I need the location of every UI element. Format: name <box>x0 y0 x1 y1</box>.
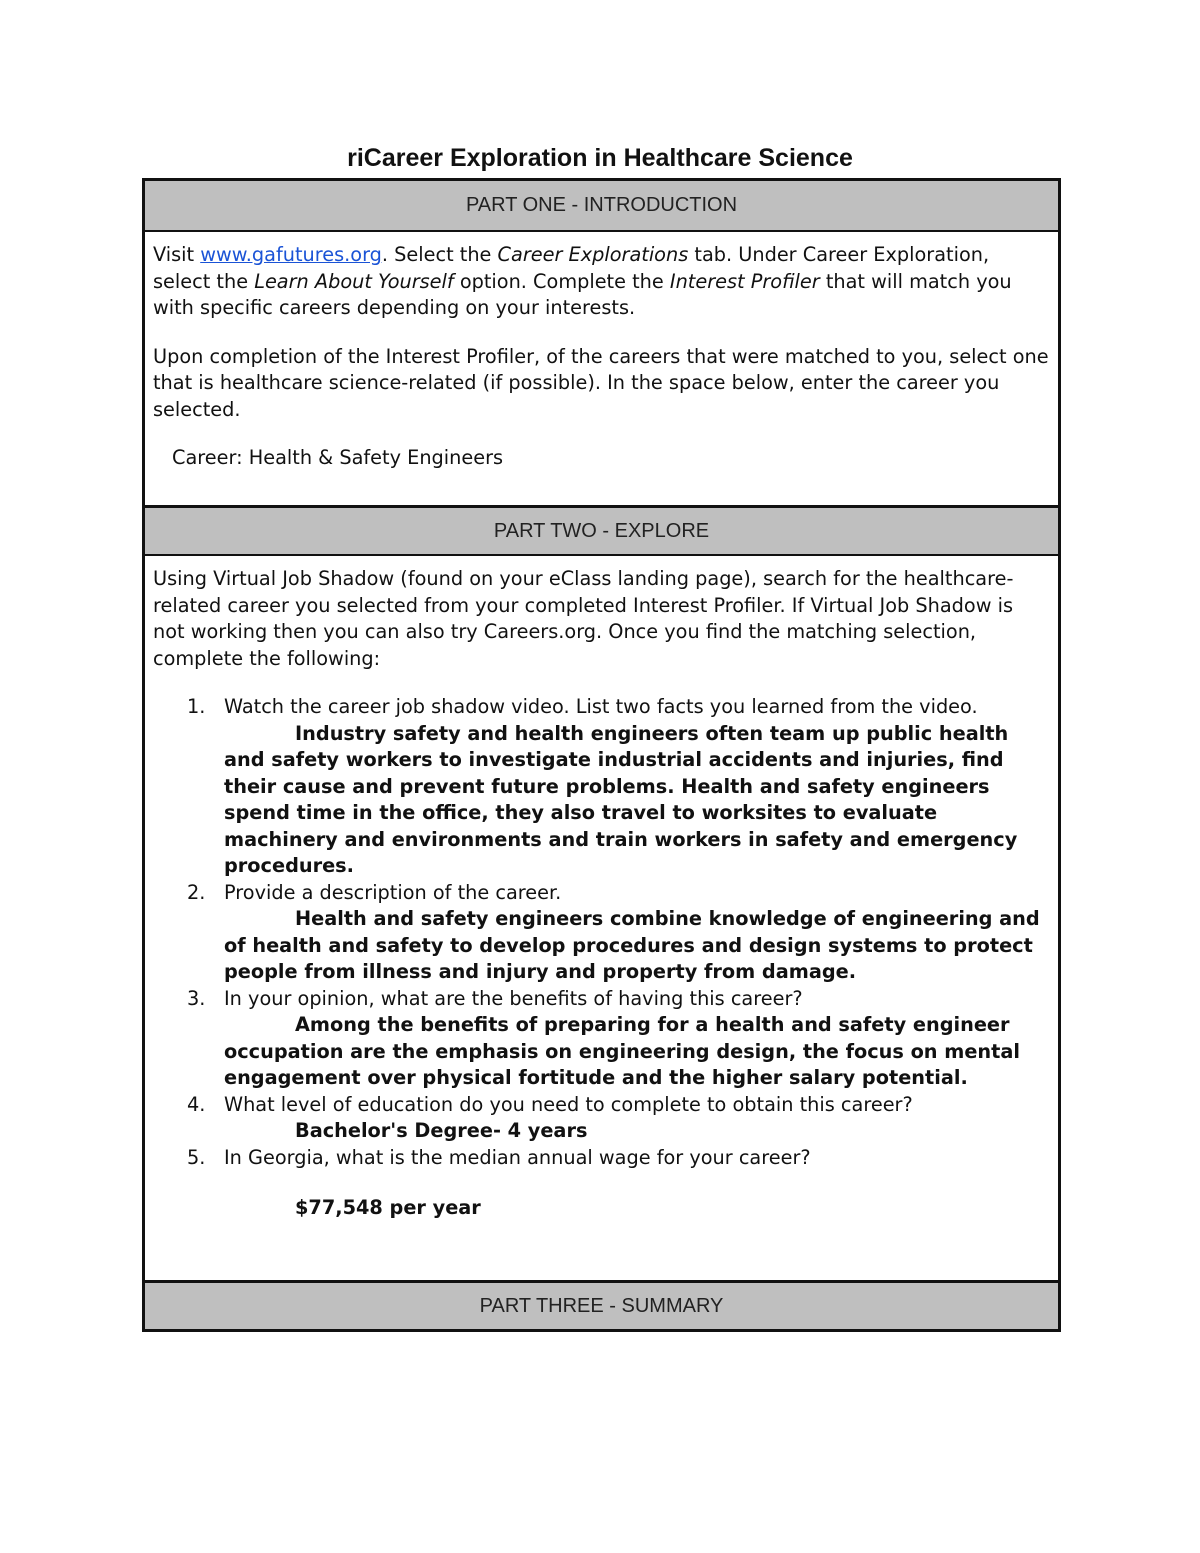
instr-text: tab. Under Career Exploration, select the <box>153 243 990 293</box>
interest-profiler-term: Interest Profiler <box>669 269 820 293</box>
instr-text: Visit <box>153 243 201 266</box>
question-item <box>153 880 1050 986</box>
part-two-intro: Using Virtual Job Shadow (found on your eClass landing page), search for the healthcare-related career you selected from your completed Interest Profiler. If Virtual Job Shadow is not working then you can also try Careers.org. Once you find the matching selection, complete the following: <box>153 567 1014 670</box>
question-item <box>153 986 1050 1092</box>
answer-text: Among the benefits of preparing for a health and safety engineer occupation are the emphasis on engineering design, the focus on mental engagement over physical fortitude and the higher salary potential. <box>224 1013 1020 1089</box>
question-list <box>153 694 1050 1222</box>
answer-text: Bachelor's Degree- 4 years <box>295 1119 588 1142</box>
question-text: In Georgia, what is the median annual wage for your career? <box>224 1145 811 1169</box>
part-two-header-label: PART TWO - EXPLORE <box>493 519 710 542</box>
part-two-body <box>145 554 1058 1280</box>
part-one-header-label: PART ONE - INTRODUCTION <box>465 194 738 216</box>
instr-text: option. Complete the <box>453 269 670 293</box>
gafutures-link[interactable]: www.gafutures.org <box>200 243 382 266</box>
part-one-body <box>145 230 1058 505</box>
part-one-instructions <box>153 242 1050 322</box>
answer-text: Health and safety engineers combine knowledge of engineering and of health and safety to develop procedures and design systems to protect people from illness and injury and property from damage. <box>224 907 1040 983</box>
part-one-header <box>145 181 1058 230</box>
instr-text: . Select the <box>381 243 498 266</box>
question-number: 4. <box>187 1092 206 1116</box>
question-number: 3. <box>187 986 206 1010</box>
question-item <box>153 1145 1050 1222</box>
question-text: Provide a description of the career. <box>224 880 562 904</box>
question-number: 5. <box>187 1145 206 1169</box>
question-number: 1. <box>187 695 206 718</box>
document-title: riCareer Exploration in Healthcare Science <box>347 144 853 172</box>
part-three-header-label: PART THREE - SUMMARY <box>479 1294 724 1317</box>
career-explorations-term: Career Explorations <box>497 243 689 266</box>
question-number: 2. <box>187 880 206 904</box>
question-item <box>153 1092 1050 1145</box>
part-three-header <box>145 1280 1058 1329</box>
question-item <box>153 694 1050 880</box>
worksheet-table <box>142 178 1061 1332</box>
part-two-header <box>145 505 1058 554</box>
selected-career: Career: Health & Safety Engineers <box>172 446 504 469</box>
question-text: What level of education do you need to complete to obtain this career? <box>224 1092 913 1116</box>
question-text: In your opinion, what are the benefits of having this career? <box>224 986 803 1010</box>
answer-text: $77,548 per year <box>295 1196 481 1219</box>
instr-text: that will match you with specific careers depending on your interests. <box>153 269 1012 319</box>
answer-text: Industry safety and health engineers often team up public health and safety workers to investigate industrial accidents and injuries, find their cause and prevent future problems. Health and safety engineers spend time in the office, they also travel to worksites to evaluate machinery and environments and train workers in safety and emergency procedures. <box>224 721 1018 877</box>
question-text: Watch the career job shadow video. List two facts you learned from the video. <box>224 695 978 718</box>
part-one-completion-text: Upon completion of the Interest Profiler, of the careers that were matched to you, select one that is healthcare science-related (if possible). In the space below, enter the career you selected. <box>153 344 1049 421</box>
learn-about-yourself-term: Learn About Yourself <box>254 269 454 293</box>
